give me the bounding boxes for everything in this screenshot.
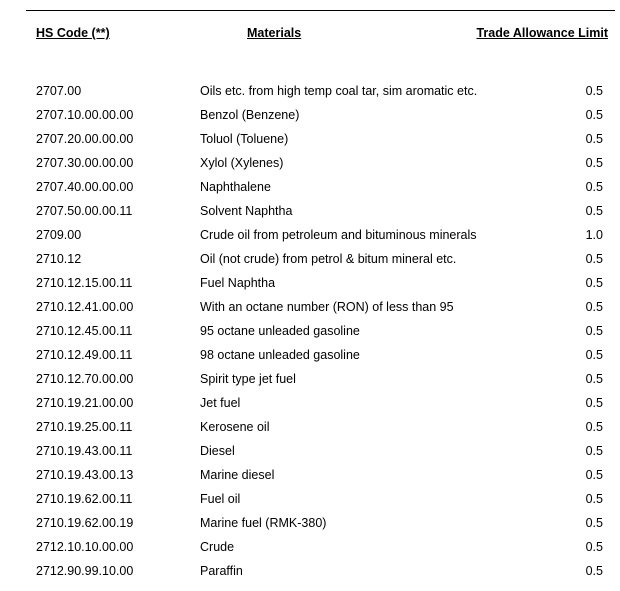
material-cell: Naphthalene [200,180,271,194]
hs-code-cell: 2710.12.41.00.00 [36,300,134,314]
material-cell: Marine diesel [200,468,275,482]
limit-cell: 0.5 [585,492,603,506]
limit-cell: 1.0 [585,228,603,242]
limit-cell: 0.5 [585,180,603,194]
table-row [0,488,620,512]
material-cell: Spirit type jet fuel [200,372,296,386]
table-row [0,536,620,560]
table-row [0,200,620,224]
table-row [0,296,620,320]
limit-cell: 0.5 [585,516,603,530]
material-cell: Xylol (Xylenes) [200,156,284,170]
hs-code-cell: 2710.12 [36,252,82,266]
hs-code-cell: 2710.19.43.00.11 [36,444,133,458]
table-row [0,416,620,440]
table-row [0,344,620,368]
limit-cell: 0.5 [585,444,603,458]
table-row [0,512,620,536]
hs-code-cell: 2712.90.99.10.00 [36,564,134,578]
table-row [0,224,620,248]
material-cell: Crude [200,540,235,554]
limit-cell: 0.5 [585,396,603,410]
hs-code-cell: 2707.50.00.00.11 [36,204,133,218]
material-cell: Toluol (Toluene) [200,132,289,146]
hs-code-cell: 2710.12.49.00.11 [36,348,133,362]
table-row [0,152,620,176]
table-row [0,440,620,464]
table-row [0,80,620,104]
table-row [0,272,620,296]
table-row [0,560,620,584]
limit-cell: 0.5 [585,420,603,434]
hs-code-cell: 2707.30.00.00.00 [36,156,134,170]
hs-code-cell: 2710.19.62.00.19 [36,516,134,530]
material-cell: Jet fuel [200,396,241,410]
material-cell: Marine fuel (RMK-380) [200,516,327,530]
limit-cell: 0.5 [585,132,603,146]
material-cell: 95 octane unleaded gasoline [200,324,360,338]
limit-cell: 0.5 [585,540,603,554]
table-row [0,248,620,272]
limit-cell: 0.5 [585,324,603,338]
limit-cell: 0.5 [585,348,603,362]
limit-cell: 0.5 [585,108,603,122]
table-row [0,128,620,152]
top-rule [26,10,615,11]
limit-cell: 0.5 [585,204,603,218]
hs-code-cell: 2710.12.70.00.00 [36,372,134,386]
limit-cell: 0.5 [585,564,603,578]
table-row [0,320,620,344]
limit-cell: 0.5 [585,468,603,482]
table-body [0,80,620,584]
hs-code-cell: 2712.10.10.00.00 [36,540,134,554]
material-cell: Paraffin [200,564,243,578]
hs-code-cell: 2709.00 [36,228,82,242]
material-cell: Solvent Naphtha [200,204,293,218]
hs-code-cell: 2707.00 [36,84,82,98]
table-row [0,104,620,128]
table-header [0,26,620,44]
header-hs-code: HS Code (**) [36,26,110,40]
table-row [0,464,620,488]
material-cell: With an octane number (RON) of less than 95 [200,300,454,314]
material-cell: Benzol (Benzene) [200,108,300,122]
material-cell: Oils etc. from high temp coal tar, sim aromatic etc. [200,84,478,98]
hs-code-cell: 2710.19.62.00.11 [36,492,133,506]
material-cell: 98 octane unleaded gasoline [200,348,360,362]
limit-cell: 0.5 [585,276,603,290]
material-cell: Fuel Naphtha [200,276,276,290]
hs-code-cell: 2707.40.00.00.00 [36,180,134,194]
hs-code-cell: 2710.19.43.00.13 [36,468,134,482]
hs-code-cell: 2710.19.21.00.00 [36,396,134,410]
hs-code-cell: 2710.19.25.00.11 [36,420,133,434]
header-trade-allowance-limit: Trade Allowance Limit [476,26,608,40]
material-cell: Kerosene oil [200,420,270,434]
material-cell: Crude oil from petroleum and bituminous minerals [200,228,477,242]
material-cell: Diesel [200,444,235,458]
hs-code-cell: 2707.20.00.00.00 [36,132,134,146]
table-row [0,368,620,392]
material-cell: Fuel oil [200,492,241,506]
header-materials: Materials [247,26,302,40]
limit-cell: 0.5 [585,300,603,314]
limit-cell: 0.5 [585,84,603,98]
material-cell: Oil (not crude) from petrol & bitum mineral etc. [200,252,457,266]
hs-code-cell: 2710.12.45.00.11 [36,324,133,338]
limit-cell: 0.5 [585,252,603,266]
hs-code-cell: 2710.12.15.00.11 [36,276,133,290]
table-row [0,392,620,416]
limit-cell: 0.5 [585,156,603,170]
hs-code-cell: 2707.10.00.00.00 [36,108,134,122]
table-row [0,176,620,200]
limit-cell: 0.5 [585,372,603,386]
